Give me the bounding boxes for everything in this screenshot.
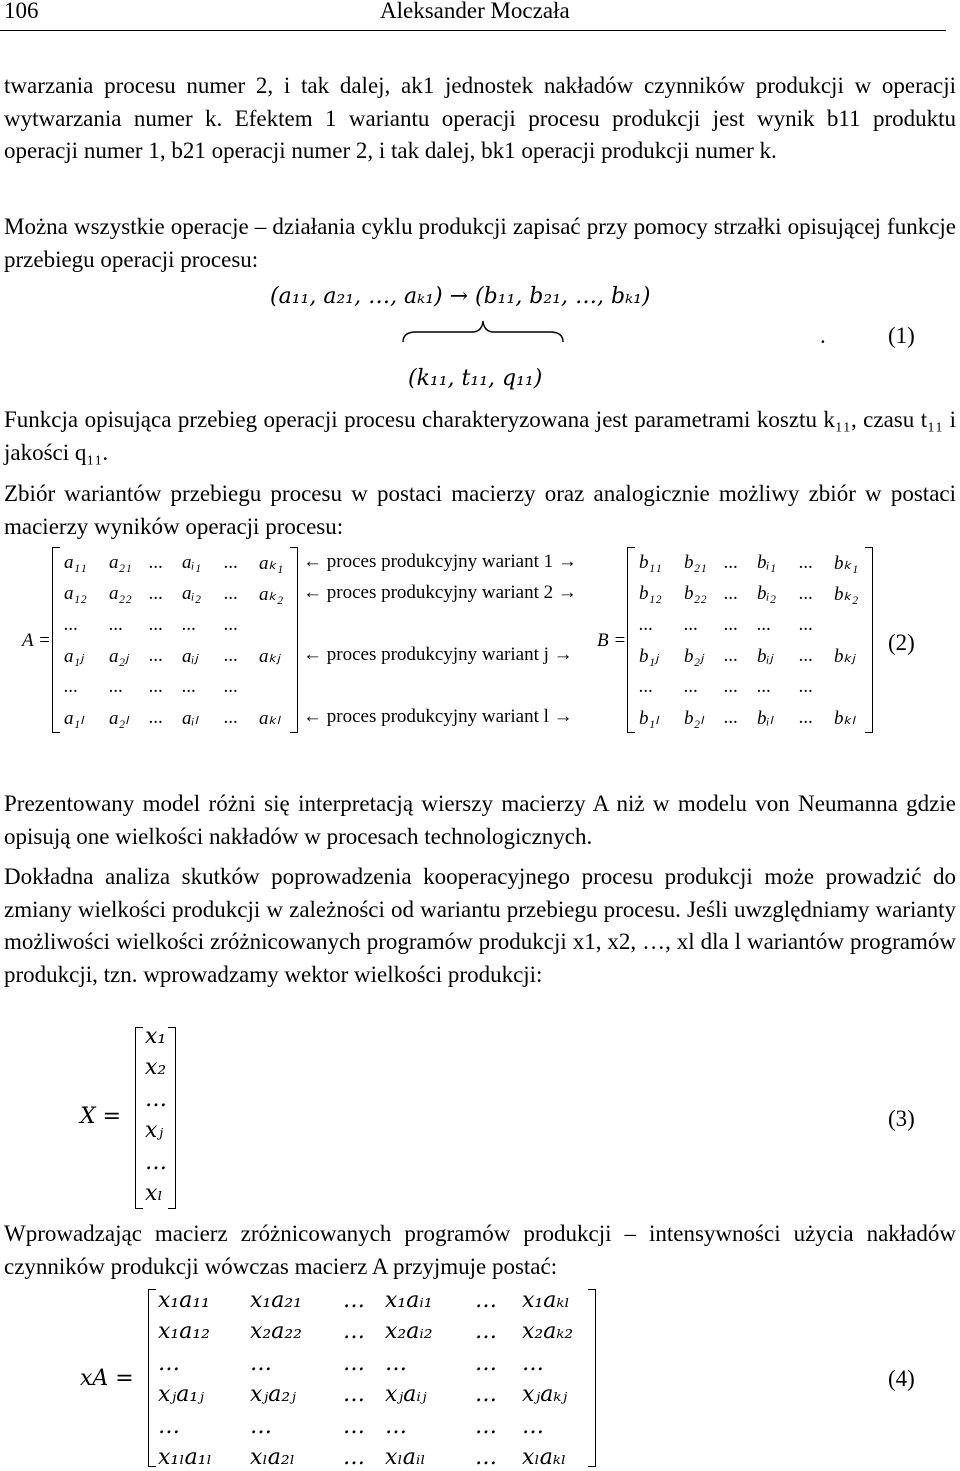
matrix-xa-cell: …	[343, 1382, 365, 1407]
matrix-b-cell: bₖ₁	[834, 553, 859, 574]
matrix-xa-cell: …	[343, 1414, 365, 1439]
matrix-b-cell: ...	[799, 645, 814, 666]
vector-x-entry: xⱼ	[145, 1118, 164, 1143]
matrix-a-cell: a₁₂	[64, 583, 87, 604]
vector-x-right-bracket	[168, 1027, 176, 1209]
matrix-xa-cell: …	[343, 1445, 365, 1470]
matrix-b-cell: ...	[724, 583, 739, 604]
matrix-xa-cell: xₗa₂ₗ	[250, 1445, 296, 1470]
matrix-xa-cell: x₁aᵢ₁	[385, 1288, 433, 1313]
matrix-xa-cell: xⱼa₂ⱼ	[250, 1382, 296, 1407]
matrix-xa-cell: x₁a₁₁	[158, 1288, 210, 1313]
matrix-a-cell: aᵢⱼ	[182, 646, 198, 667]
vector-x-left-bracket	[135, 1027, 143, 1209]
matrix-a-cell: ...	[224, 614, 239, 635]
matrix-a-cell: aᵢₗ	[182, 708, 198, 729]
eq1-top: (a₁₁, a₂₁, …, aₖ₁) → (b₁₁, b₂₁, …, bₖ₁)	[270, 284, 651, 309]
matrix-a-cell: ...	[224, 707, 239, 728]
matrix-a-label: A =	[22, 630, 51, 651]
matrix-a-cell: ...	[149, 707, 164, 728]
vector-x-entry: x₂	[145, 1055, 167, 1080]
matrix-a-cell: ...	[224, 645, 239, 666]
matrix-a-cell: aₖ₂	[259, 584, 284, 605]
matrix-xa-cell: x₁ₗa₁ₗ	[158, 1445, 212, 1470]
matrix-xa-cell: …	[522, 1351, 544, 1376]
matrix-xa-cell: …	[475, 1288, 497, 1313]
matrix-a-cell: ...	[109, 614, 124, 635]
matrix-xa-right-bracket	[588, 1289, 596, 1467]
matrix-b-cell: bᵢ₂	[757, 583, 777, 604]
vector-x-entry: …	[145, 1150, 167, 1175]
eq2-number: (2)	[888, 630, 915, 655]
process-variant-arrow: ← proces produkcyjny wariant 1 →	[303, 551, 577, 572]
matrix-xa-cell: …	[343, 1288, 365, 1313]
matrix-b-right-bracket	[865, 547, 873, 733]
process-variant-arrow: ← proces produkcyjny wariant j →	[303, 644, 573, 665]
matrix-b-cell: ...	[684, 614, 699, 635]
eq4-number: (4)	[888, 1366, 915, 1391]
matrix-a-cell: ...	[224, 676, 239, 697]
matrix-xa-cell: x₁a₁₂	[158, 1319, 210, 1344]
process-variant-arrow: ← proces produkcyjny wariant 2 →	[303, 582, 577, 603]
matrix-b-cell: b₂ⱼ	[684, 646, 704, 667]
matrix-b-cell: b₂₁	[684, 552, 707, 573]
matrix-a-cell: ...	[149, 552, 164, 573]
matrix-a-cell: aᵢ₂	[182, 583, 202, 604]
matrix-a-right-bracket	[290, 547, 298, 733]
matrix-a-cell: a₂₁	[109, 552, 132, 573]
matrix-xa-cell: …	[475, 1351, 497, 1376]
vector-x-entry: …	[145, 1087, 167, 1112]
running-header	[0, 0, 946, 31]
matrix-xa-cell: …	[385, 1414, 407, 1439]
matrix-b-cell: ...	[724, 552, 739, 573]
matrix-xa-cell: …	[522, 1414, 544, 1439]
matrix-a-cell: a₂ⱼ	[109, 646, 129, 667]
matrix-xa-label: xA =	[80, 1366, 134, 1391]
matrix-b-cell: ...	[724, 707, 739, 728]
paragraph-5: Prezentowany model różni się interpretacją wierszy macierzy A niż w modelu von Neumanna gdzie opisują one wielkości nakładów w procesach technologicznych.	[4, 791, 956, 849]
matrix-b-cell: ...	[799, 707, 814, 728]
paragraph-6: Dokładna analiza skutków poprowadzenia kooperacyjnego procesu produkcji może prowadzić do zmiany wielkości produkcji w zależności od wariantu przebiegu procesu. Jeśli uwzględniamy warianty możliwości wielkości zróżnicowanych programów produkcji x1, x2, …, xl dla l wariantów programów produkcji, tzn. wprowadzamy wektor wielkości produkcji:	[4, 864, 956, 987]
matrix-a-cell: ...	[182, 676, 197, 697]
matrix-a-cell: a₂₂	[109, 583, 132, 604]
matrix-xa-cell: …	[250, 1414, 272, 1439]
matrix-xa-cell: …	[343, 1351, 365, 1376]
matrix-xa-cell: xₗaᵢₗ	[385, 1445, 426, 1470]
matrix-xa-cell: x₂aᵢ₂	[385, 1319, 433, 1344]
process-variant-arrow: ← proces produkcyjny wariant l →	[303, 706, 573, 727]
matrix-b-cell: ...	[799, 614, 814, 635]
matrix-a-cell: ...	[149, 583, 164, 604]
matrix-a-cell: ...	[64, 676, 79, 697]
matrix-b-cell: ...	[799, 676, 814, 697]
matrix-xa-left-bracket	[148, 1289, 156, 1467]
matrix-a-cell: aₖₗ	[259, 708, 280, 729]
matrix-b-cell: ...	[639, 676, 654, 697]
matrix-a-cell: a₁ⱼ	[64, 646, 84, 667]
page-number: 106	[4, 0, 39, 23]
matrix-xa-cell: …	[475, 1445, 497, 1470]
paragraph-1: twarzania procesu numer 2, i tak dalej, ak1 jednostek nakładów czynników produkcji w operacji wytwarzania numer k. Efektem 1 wariantu operacji procesu produkcji jest wynik b11 produktu operacji numer 1, b21 operacji numer 2, i tak dalej, bk1 operacji produkcji numer k.	[4, 73, 956, 163]
matrix-b-cell: b₁ₗ	[639, 708, 659, 729]
matrix-a-cell: aₖⱼ	[259, 646, 280, 667]
eq1-dot: .	[820, 323, 826, 348]
matrix-a-cell: aₖ₁	[259, 553, 284, 574]
matrix-a-cell: ...	[109, 676, 124, 697]
matrix-b-cell: ...	[724, 614, 739, 635]
matrix-a-cell: ...	[149, 645, 164, 666]
matrix-xa-cell: …	[475, 1319, 497, 1344]
matrix-xa-cell: …	[475, 1414, 497, 1439]
matrix-xa-cell: xⱼaₖⱼ	[522, 1382, 568, 1407]
matrix-b-cell: b₂ₗ	[684, 708, 704, 729]
matrix-b-cell: ...	[799, 552, 814, 573]
paragraph-2: Można wszystkie operacje – działania cyklu produkcji zapisać przy pomocy strzałki opisującej funkcje przebiegu operacji procesu:	[4, 214, 956, 272]
matrix-b-cell: bᵢⱼ	[757, 646, 773, 667]
matrix-b-cell: b₂₂	[684, 583, 707, 604]
matrix-b-cell: bₖⱼ	[834, 646, 855, 667]
paragraph-3: Funkcja opisująca przebieg operacji procesu charakteryzowana jest parametrami kosztu k₁₁, czasu t₁₁ i jakości q₁₁.	[4, 407, 956, 465]
paragraph-4: Zbiór wariantów przebiegu procesu w postaci macierzy oraz analogicznie możliwy zbiór w postaci macierzy wyników operacji procesu:	[4, 481, 956, 539]
matrix-b-cell: bₖₗ	[834, 708, 855, 729]
matrix-b-cell: b₁₁	[639, 552, 662, 573]
matrix-b-cell: ...	[639, 614, 654, 635]
matrix-xa-cell: xⱼa₁ⱼ	[158, 1382, 204, 1407]
matrix-xa-cell: x₂a₂₂	[250, 1319, 302, 1344]
vector-x-entry: x₁	[145, 1024, 167, 1049]
matrix-a-cell: ...	[149, 614, 164, 635]
matrix-b-cell: bₖ₂	[834, 584, 859, 605]
matrix-b-cell: ...	[684, 676, 699, 697]
vector-x-label: X =	[80, 1104, 122, 1129]
matrix-xa-cell: …	[158, 1351, 180, 1376]
matrix-b-left-bracket	[627, 547, 635, 733]
matrix-xa-cell: …	[158, 1414, 180, 1439]
matrix-a-cell: ...	[149, 676, 164, 697]
matrix-xa-cell: …	[250, 1351, 272, 1376]
matrix-a-cell: ...	[64, 614, 79, 635]
matrix-xa-cell: x₁aₖₗ	[522, 1288, 570, 1313]
matrix-b-cell: ...	[757, 676, 772, 697]
matrix-b-cell: bᵢ₁	[757, 552, 777, 573]
paragraph-7: Wprowadzając macierz zróżnicowanych programów produkcji – intensywności użycia nakładów czynników produkcji wówczas macierz A przyjmuje postać:	[4, 1221, 956, 1279]
matrix-a-cell: aᵢ₁	[182, 552, 202, 573]
matrix-xa-cell: x₂aₖ₂	[522, 1319, 574, 1344]
eq1-bottom: (k₁₁, t₁₁, q₁₁)	[408, 366, 543, 391]
matrix-a-left-bracket	[52, 547, 60, 733]
matrix-xa-cell: …	[343, 1319, 365, 1344]
matrix-b-cell: ...	[724, 676, 739, 697]
matrix-b-cell: ...	[757, 614, 772, 635]
matrix-a-cell: ...	[224, 583, 239, 604]
matrix-b-label: B =	[597, 630, 627, 651]
matrix-b-cell: ...	[724, 645, 739, 666]
matrix-xa-cell: xₗaₖₗ	[522, 1445, 567, 1470]
running-author: Aleksander Moczała	[380, 0, 570, 23]
matrix-xa-cell: …	[385, 1351, 407, 1376]
eq1-underbrace	[402, 318, 564, 344]
matrix-b-cell: b₁₂	[639, 583, 662, 604]
matrix-b-cell: ...	[799, 583, 814, 604]
matrix-xa-cell: xⱼaᵢⱼ	[385, 1382, 427, 1407]
vector-x-entry: xₗ	[145, 1181, 163, 1206]
matrix-a-cell: a₁ₗ	[64, 708, 84, 729]
matrix-b-cell: bᵢₗ	[757, 708, 773, 729]
matrix-a-cell: ...	[182, 614, 197, 635]
eq1-number: (1)	[888, 323, 915, 348]
matrix-a-cell: a₂ₗ	[109, 708, 129, 729]
eq3-number: (3)	[888, 1106, 915, 1131]
matrix-xa-cell: …	[475, 1382, 497, 1407]
matrix-b-cell: b₁ⱼ	[639, 646, 659, 667]
matrix-a-cell: a₁₁	[64, 552, 87, 573]
matrix-xa-cell: x₁a₂₁	[250, 1288, 302, 1313]
matrix-a-cell: ...	[224, 552, 239, 573]
